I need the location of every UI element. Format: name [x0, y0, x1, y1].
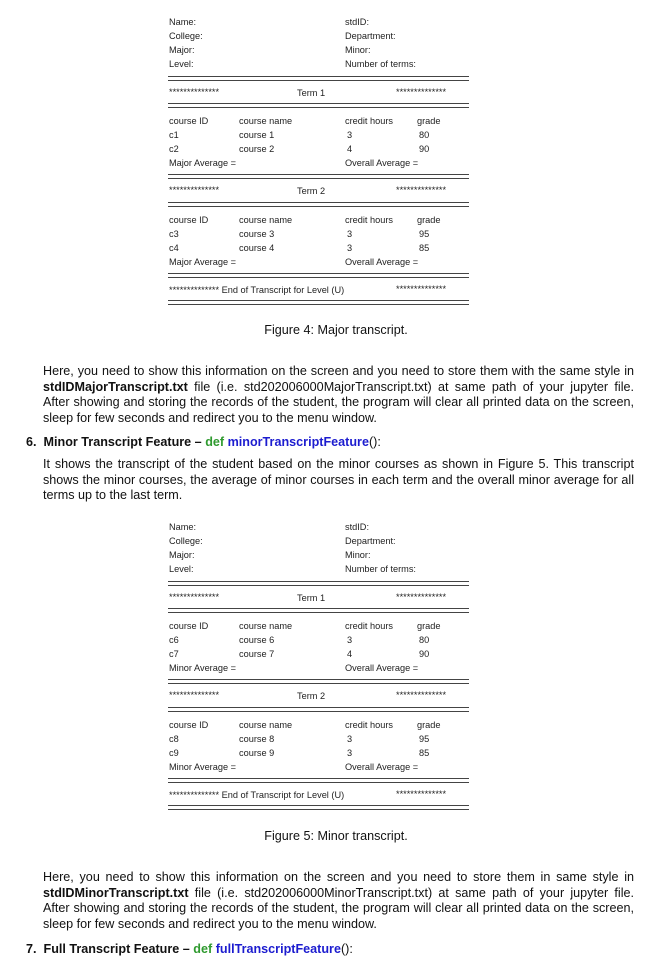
- major-average: Major Average =: [169, 158, 236, 168]
- term-title: Term 2: [297, 691, 326, 701]
- end-of-transcript: ************** End of Transcript for Level (U): [169, 285, 345, 295]
- cell: course 4: [239, 243, 275, 253]
- column-header: course ID: [169, 621, 209, 631]
- cell: course 7: [239, 649, 275, 659]
- column-header: course name: [239, 720, 293, 730]
- keyword-def: def: [205, 435, 225, 449]
- label-minor: Minor:: [345, 45, 371, 55]
- function-name: minorTranscriptFeature: [227, 435, 369, 449]
- overall-average: Overall Average =: [345, 158, 419, 168]
- cell: 80: [419, 130, 430, 140]
- cell: 3: [347, 748, 353, 758]
- cell: 4: [347, 144, 353, 154]
- column-header: course name: [239, 215, 293, 225]
- cell: 4: [347, 649, 353, 659]
- label-level: Level:: [169, 564, 194, 574]
- column-header: credit hours: [345, 215, 394, 225]
- keyword-def: def: [193, 942, 213, 956]
- cell: 3: [347, 734, 353, 744]
- function-parens: ():: [340, 942, 353, 956]
- section-title: Minor Transcript Feature –: [43, 435, 202, 449]
- label-minor: Minor:: [345, 550, 371, 560]
- label-number-of-terms: Number of terms:: [345, 59, 416, 69]
- paragraph-text: Here, you need to show this information on the screen and you need to store them in same style in: [43, 870, 634, 884]
- function-parens: ():: [368, 435, 381, 449]
- column-header: grade: [417, 621, 441, 631]
- column-header: credit hours: [345, 116, 394, 126]
- column-header: course name: [239, 116, 293, 126]
- label-college: College:: [169, 31, 203, 41]
- divider-rule: [168, 76, 469, 81]
- label-name: Name:: [169, 17, 197, 27]
- cell: 85: [419, 243, 430, 253]
- section-6-heading: [26, 435, 381, 449]
- function-name: fullTranscriptFeature: [215, 942, 341, 956]
- term-title: Term 1: [297, 88, 326, 98]
- figure-4-caption: Figure 4: Major transcript.: [264, 323, 408, 337]
- stars-right: **************: [396, 87, 447, 97]
- cell: course 6: [239, 635, 275, 645]
- label-name: Name:: [169, 522, 197, 532]
- column-header: grade: [417, 720, 441, 730]
- column-header: grade: [417, 215, 441, 225]
- divider-rule: [168, 581, 469, 586]
- cell: 90: [419, 144, 430, 154]
- column-header: course ID: [169, 720, 209, 730]
- label-number-of-terms: Number of terms:: [345, 564, 416, 574]
- cell: 3: [347, 243, 353, 253]
- stars-left: **************: [169, 690, 220, 700]
- label-stdid: stdID:: [345, 17, 369, 27]
- divider-rule: [168, 103, 469, 108]
- divider-rule: [168, 679, 469, 684]
- major-average: Major Average =: [169, 257, 236, 267]
- label-stdid: stdID:: [345, 522, 369, 532]
- divider-rule: [168, 174, 469, 179]
- cell: 95: [419, 229, 430, 239]
- overall-average: Overall Average =: [345, 762, 419, 772]
- label-department: Department:: [345, 536, 396, 546]
- section-title: Full Transcript Feature –: [43, 942, 190, 956]
- cell: course 2: [239, 144, 275, 154]
- overall-average: Overall Average =: [345, 663, 419, 673]
- stars-right: **************: [396, 284, 447, 294]
- column-header: course ID: [169, 215, 209, 225]
- stars-right: **************: [396, 185, 447, 195]
- divider-rule: [168, 300, 469, 305]
- cell: course 1: [239, 130, 275, 140]
- filename: stdIDMinorTranscript.txt: [43, 885, 189, 900]
- cell: c7: [169, 649, 179, 659]
- minor-average: Minor Average =: [169, 663, 236, 673]
- paragraph-text: file (i.e. std202006000MinorTranscript.txt) at same path of your jupyter file. After showing and storing the records of the student, the program will clear all printed data on the screen, sleep for few seconds and redirect you to the menu window.: [43, 885, 634, 931]
- divider-rule: [168, 778, 469, 783]
- filename: stdIDMajorTranscript.txt: [43, 379, 188, 394]
- divider-rule: [168, 707, 469, 712]
- section-7-heading: [26, 942, 353, 956]
- label-level: Level:: [169, 59, 194, 69]
- divider-rule: [168, 805, 469, 810]
- column-header: course ID: [169, 116, 209, 126]
- column-header: credit hours: [345, 720, 394, 730]
- stars-left: **************: [169, 185, 220, 195]
- section-number: 6.: [26, 435, 37, 449]
- minor-average: Minor Average =: [169, 762, 236, 772]
- cell: c8: [169, 734, 179, 744]
- cell: 3: [347, 130, 353, 140]
- paragraph-minor-transcript: [43, 870, 634, 932]
- end-of-transcript: ************** End of Transcript for Level (U): [169, 790, 345, 800]
- cell: 90: [419, 649, 430, 659]
- divider-rule: [168, 202, 469, 207]
- cell: course 8: [239, 734, 275, 744]
- paragraph-text: file (i.e. std202006000MajorTranscript.txt) at same path of your jupyter file. After showing and storing the records of the student, the program will clear all printed data on the screen, sleep for few seconds and redirect you to the menu window.: [43, 379, 634, 425]
- label-major: Major:: [169, 45, 195, 55]
- cell: 85: [419, 748, 430, 758]
- divider-rule: [168, 608, 469, 613]
- column-header: course name: [239, 621, 293, 631]
- paragraph-major-transcript: [43, 364, 634, 426]
- section-6-description: It shows the transcript of the student based on the minor courses as shown in Figure 5. This transcript shows the minor courses, the average of minor courses in each term and the overall minor average for all terms up to the last term.: [43, 457, 634, 502]
- cell: 95: [419, 734, 430, 744]
- cell: course 9: [239, 748, 275, 758]
- cell: 80: [419, 635, 430, 645]
- divider-rule: [168, 273, 469, 278]
- stars-left: **************: [169, 87, 220, 97]
- cell: c3: [169, 229, 179, 239]
- cell: c2: [169, 144, 179, 154]
- cell: course 3: [239, 229, 275, 239]
- stars-right: **************: [396, 592, 447, 602]
- section-number: 7.: [26, 942, 37, 956]
- term-title: Term 2: [297, 186, 326, 196]
- paragraph-text: Here, you need to show this information on the screen and you need to store them with the same style in: [43, 364, 634, 378]
- term-title: Term 1: [297, 593, 326, 603]
- overall-average: Overall Average =: [345, 257, 419, 267]
- cell: c6: [169, 635, 179, 645]
- label-major: Major:: [169, 550, 195, 560]
- cell: c1: [169, 130, 179, 140]
- stars-right: **************: [396, 789, 447, 799]
- cell: c9: [169, 748, 179, 758]
- column-header: credit hours: [345, 621, 394, 631]
- cell: 3: [347, 229, 353, 239]
- stars-right: **************: [396, 690, 447, 700]
- cell: c4: [169, 243, 179, 253]
- label-college: College:: [169, 536, 203, 546]
- figure-5-caption: Figure 5: Minor transcript.: [264, 829, 408, 843]
- label-department: Department:: [345, 31, 396, 41]
- cell: 3: [347, 635, 353, 645]
- column-header: grade: [417, 116, 441, 126]
- stars-left: **************: [169, 592, 220, 602]
